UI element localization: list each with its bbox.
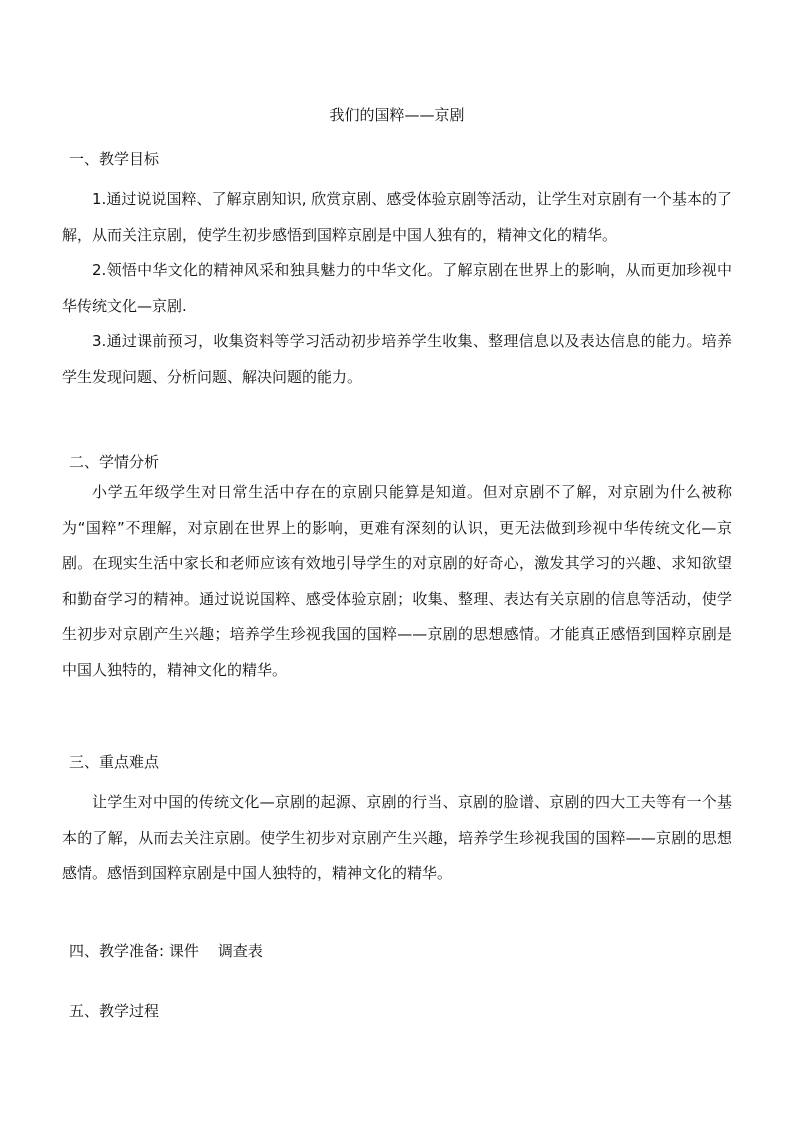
section-heading-preparation: 四、教学准备: 课件 调查表 xyxy=(69,942,263,960)
paragraph: 小学五年级学生对日常生活中存在的京剧只能算是知道。但对京剧不了解，对京剧为什么被称为“国粹”不理解，对京剧在世界上的影响，更难有深刻的认识，更无法做到珍视中华传统文化—京剧。在现实生活中家长和老师应该有效地引导学生的对京剧的好奇心，激发其学习的兴趣、求知欲望和勤奋学习的精神。通过说说国粹、感受体验京剧；收集、整理、表达有关京剧的信息等活动，使学生初步对京剧产生兴趣；培养学生珍视我国的国粹——京剧的思想感情。才能真正感悟到国粹京剧是中国人独特的，精神文化的精华。 xyxy=(62,483,732,679)
section-body-key-points xyxy=(62,785,732,892)
paragraph: 3.通过课前预习，收集资料等学习活动初步培养学生收集、整理信息以及表达信息的能力。培养学生发现问题、分析问题、解决问题的能力。 xyxy=(62,332,732,386)
paragraph: 1.通过说说国粹、了解京剧知识, 欣赏京剧、感受体验京剧等活动，让学生对京剧有一个基本的了解，从而关注京剧，使学生初步感悟到国粹京剧是中国人独有的，精神文化的精华。 xyxy=(62,190,732,244)
section-heading-analysis: 二、学情分析 xyxy=(69,453,160,471)
document-title: 我们的国粹——京剧 xyxy=(329,106,465,124)
section-heading-objectives: 一、教学目标 xyxy=(69,150,160,168)
paragraph: 2.领悟中华文化的精神风采和独具魅力的中华文化。了解京剧在世界上的影响，从而更加珍视中华传统文化—京剧. xyxy=(62,261,732,315)
section-heading-process: 五、教学过程 xyxy=(69,1002,160,1020)
section-heading-key-points: 三、重点难点 xyxy=(69,753,160,771)
section-body-analysis xyxy=(62,475,732,688)
section-body-objectives xyxy=(62,182,732,395)
paragraph: 让学生对中国的传统文化—京剧的起源、京剧的行当、京剧的脸谱、京剧的四大工夫等有一个基本的了解，从而去关注京剧。使学生初步对京剧产生兴趣，培养学生珍视我国的国粹——京剧的思想感情。感悟到国粹京剧是中国人独特的，精神文化的精华。 xyxy=(62,793,732,882)
